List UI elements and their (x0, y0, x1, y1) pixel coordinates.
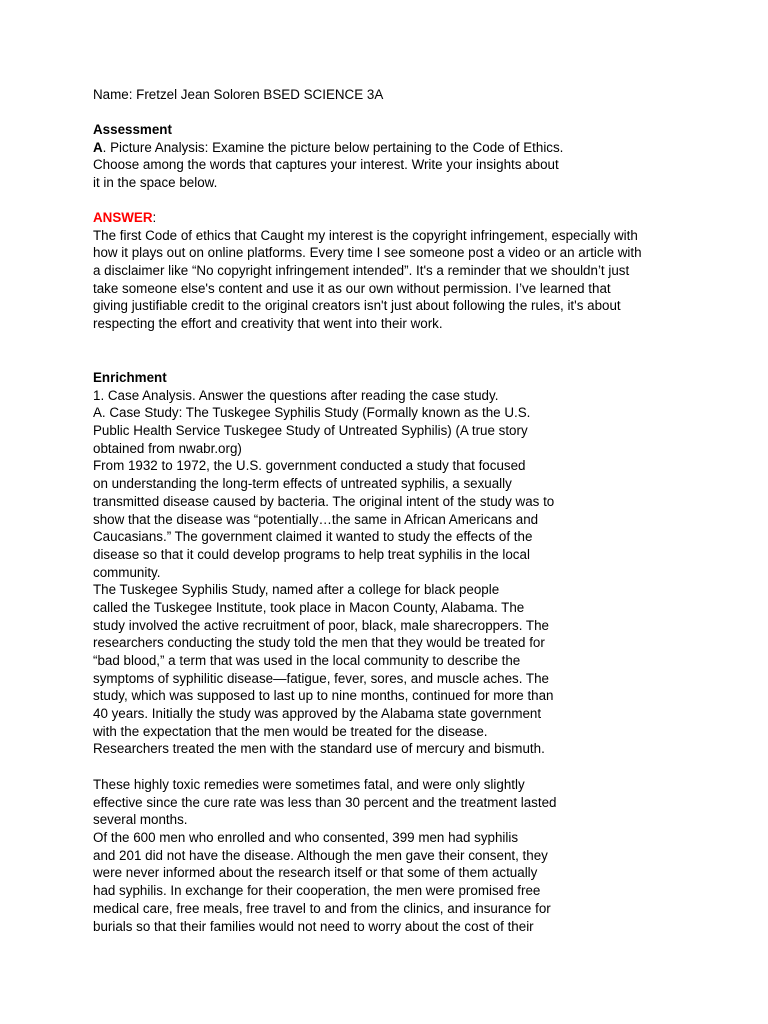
enrichment-line: The Tuskegee Syphilis Study, named after a college for black people (93, 582, 500, 598)
enrichment-line: were never informed about the research itself or that some of them actually (93, 865, 538, 881)
name-line-block (93, 86, 383, 104)
answer-section (93, 209, 642, 333)
enrichment-line: medical care, free meals, free travel to and from the clinics, and insurance for (93, 900, 551, 916)
enrichment-continued (93, 776, 557, 935)
enrichment-line: These highly toxic remedies were sometimes fatal, and were only slightly (93, 777, 525, 792)
enrichment-line: on understanding the long-term effects of untreated syphilis, a sexually (93, 476, 512, 492)
enrichment-heading: Enrichment (93, 370, 167, 385)
enrichment-line: with the expectation that the men would be treated for the disease. (93, 723, 488, 739)
enrichment-line: From 1932 to 1972, the U.S. government conducted a study that focused (93, 458, 526, 474)
answer-line: take someone else's content and use it as our own without permission. I’ve learned that (93, 280, 611, 296)
enrichment-line: disease so that it could develop programs to help treat syphilis in the local (93, 546, 530, 562)
answer-label: ANSWER (93, 210, 153, 225)
answer-line: giving justifiable credit to the original creators isn't just about following the rules, it's about (93, 298, 621, 314)
enrichment-line: burials so that their families would not need to worry about the cost of their (93, 918, 534, 934)
answer-line: a disclaimer like “No copyright infringement intended”. It's a reminder that we shouldn’t just (93, 263, 630, 279)
assessment-heading: Assessment (93, 122, 172, 137)
answer-line: The first Code of ethics that Caught my interest is the copyright infringement, especially with (93, 227, 638, 243)
item-label: A (93, 139, 103, 155)
answer-label-line (93, 209, 642, 227)
assessment-line: Choose among the words that captures your interest. Write your insights about (93, 157, 559, 173)
enrichment-line: several months. (93, 812, 188, 828)
enrichment-line: called the Tuskegee Institute, took place in Macon County, Alabama. The (93, 599, 525, 615)
item-text: . Picture Analysis: Examine the picture below pertaining to the Code of Ethics. (102, 139, 564, 155)
enrichment-line: show that the disease was “potentially…the same in African Americans and (93, 511, 539, 527)
answer-colon: : (152, 210, 157, 225)
assessment-section (93, 121, 563, 192)
enrichment-line: and 201 did not have the disease. Although the men gave their consent, they (93, 847, 548, 863)
answer-line: how it plays out on online platforms. Every time I see someone post a video or an article with (93, 245, 642, 261)
enrichment-line: study, which was supposed to last up to nine months, continued for more than (93, 688, 554, 704)
answer-line: respecting the effort and creativity that went into their work. (93, 316, 443, 332)
enrichment-line: symptoms of syphilitic disease—fatigue, fever, sores, and muscle aches. The (93, 670, 549, 686)
enrichment-line: community. (93, 564, 161, 580)
enrichment-line: A. Case Study: The Tuskegee Syphilis Study (Formally known as the U.S. (93, 405, 531, 421)
enrichment-line: effective since the cure rate was less than 30 percent and the treatment lasted (93, 794, 557, 810)
enrichment-line: “bad blood,” a term that was used in the local community to describe the (93, 653, 521, 668)
enrichment-line: Researchers treated the men with the standard use of mercury and bismuth. (93, 741, 545, 757)
enrichment-line: study involved the active recruitment of poor, black, male sharecroppers. The (93, 617, 550, 633)
enrichment-line: 40 years. Initially the study was approved by the Alabama state government (93, 706, 542, 722)
assessment-line: it in the space below. (93, 175, 218, 191)
enrichment-line: Of the 600 men who enrolled and who consented, 399 men had syphilis (93, 830, 519, 846)
enrichment-line: transmitted disease caused by bacteria. The original intent of the study was to (93, 493, 555, 509)
enrichment-line: Caucasians.” The government claimed it wanted to study the effects of the (93, 529, 533, 545)
enrichment-line: obtained from nwabr.org) (93, 440, 242, 456)
assessment-item-a (93, 139, 563, 157)
enrichment-line: 1. Case Analysis. Answer the questions after reading the case study. (93, 387, 499, 403)
enrichment-line: had syphilis. In exchange for their cooperation, the men were promised free (93, 883, 541, 899)
student-name-line: Name: Fretzel Jean Soloren BSED SCIENCE 3A (93, 87, 384, 102)
enrichment-line: Public Health Service Tuskegee Study of Untreated Syphilis) (A true story (93, 423, 528, 439)
enrichment-line: researchers conducting the study told the men that they would be treated for (93, 635, 545, 651)
enrichment-section (93, 369, 554, 758)
